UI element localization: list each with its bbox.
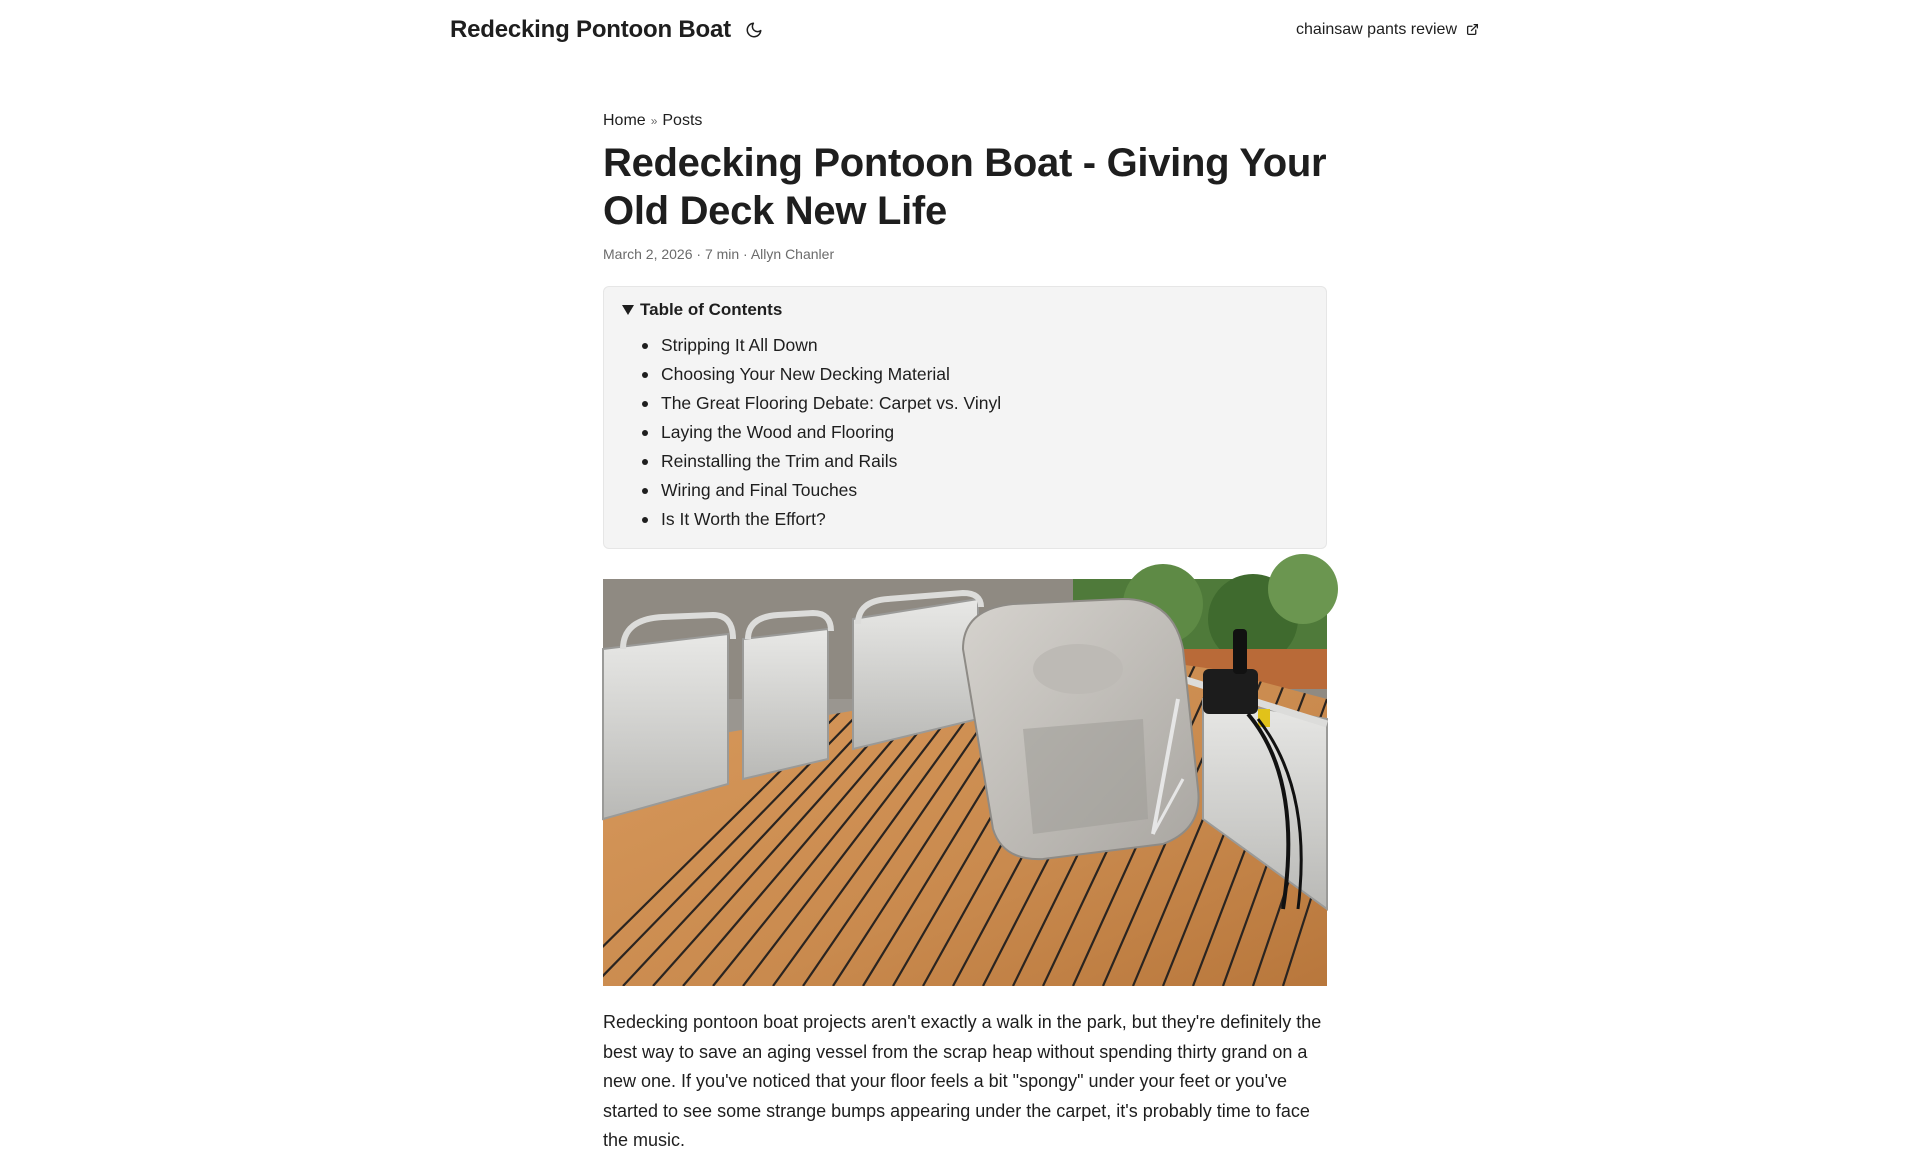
toc-list [622,331,1308,534]
post-meta: March 2, 2026 · 7 min · Allyn Chanler [603,246,835,262]
breadcrumb-home[interactable]: Home [603,112,646,129]
breadcrumb-posts[interactable]: Posts [662,112,703,129]
site-logo-link[interactable]: Redecking Pontoon Boat [450,16,731,43]
logo-group [450,16,765,44]
breadcrumb [603,110,1327,132]
toc-item [642,447,1308,476]
external-link-icon [1466,23,1480,37]
toc-item [642,360,1308,389]
toc-link[interactable]: Laying the Wood and Flooring [661,422,895,442]
triangle-down-icon [622,305,634,315]
toc-link[interactable]: Stripping It All Down [661,335,818,355]
toc-item [642,505,1308,534]
toc-link[interactable]: The Great Flooring Debate: Carpet vs. Vinyl [661,393,1002,413]
toc-item [642,476,1308,505]
toc-link[interactable]: Reinstalling the Trim and Rails [661,451,898,471]
breadcrumb-separator: » [650,114,658,128]
post-intro-paragraph: Redecking pontoon boat projects aren't exactly a walk in the park, but they're definitely the best way to save an aging vessel from the scrap heap without spending thirty grand on a new one. If you've noticed that your floor feels a bit "spongy" under your feet or you've started to see some strange bumps appearing under the carpet, it's probably time to face the music. [603,1012,1322,1150]
table-of-contents [603,286,1327,549]
toc-item [642,331,1308,360]
hero-image [603,579,1327,986]
toc-item [642,418,1308,447]
site-header [450,0,1480,60]
moon-icon[interactable] [743,19,765,41]
nav-link-chainsaw-pants[interactable] [1296,21,1480,39]
nav-link-label: chainsaw pants review [1296,21,1457,38]
toc-item [642,389,1308,418]
toc-link[interactable]: Wiring and Final Touches [661,480,858,500]
toc-toggle[interactable] [622,299,1308,321]
toc-link[interactable]: Choosing Your New Decking Material [661,364,950,384]
toc-summary-label: Table of Contents [640,300,783,319]
main-content [603,110,1327,1156]
page-title: Redecking Pontoon Boat - Giving Your Old Deck New Life [603,141,1327,233]
toc-link[interactable]: Is It Worth the Effort? [661,509,826,529]
